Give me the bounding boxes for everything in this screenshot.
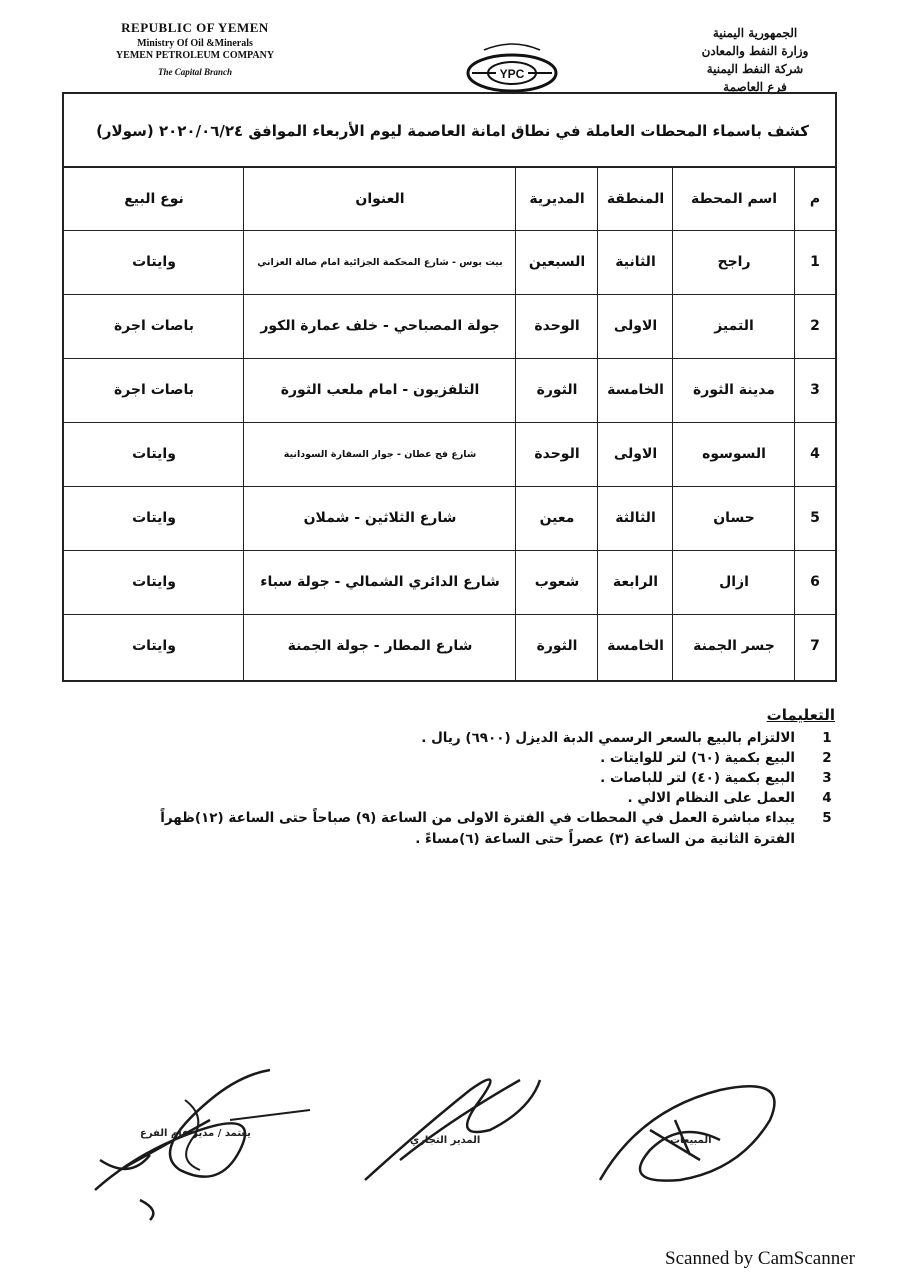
cell-num: 7 [810, 638, 820, 654]
table-row [64, 358, 835, 423]
signature-label-commercial-manager: المدير التجاري [410, 1135, 481, 1146]
cell-district: معين [539, 510, 575, 526]
header-ar-ministry: وزارة النفط والمعادن [701, 44, 809, 58]
cell-zone: الخامسة [607, 638, 664, 654]
logo-text: YPC [499, 67, 525, 81]
stations-table-frame [62, 92, 837, 682]
header-address: العنوان [355, 191, 405, 207]
table-row [64, 550, 835, 615]
table-row [64, 230, 835, 295]
cell-num: 2 [810, 318, 820, 334]
cell-sale-type: وايتات [132, 254, 176, 270]
instruction-item: 4 العمل على النظام الالي . [627, 790, 832, 806]
header-english-block [95, 20, 295, 77]
header-zone: المنطقة [606, 191, 665, 207]
cell-address: شارع فج عطان - جوار السفارة السودانية [283, 448, 477, 460]
signature-label-branch-manager: يعتمد / مدير عام الفرع [140, 1128, 251, 1139]
instruction-item: 2 البيع بكمية (٦٠) لتر للوايتات . [600, 750, 832, 766]
instruction-item: 3 البيع بكمية (٤٠) لتر للباصات . [600, 770, 832, 786]
table-row [64, 294, 835, 359]
cell-station: حسان [713, 510, 755, 526]
cell-address: جولة المصباحي - خلف عمارة الكور [260, 318, 500, 334]
table-row [64, 614, 835, 678]
cell-sale-type: وايتات [132, 510, 176, 526]
header-district: المديرية [529, 191, 585, 207]
cell-sale-type: باصات اجرة [113, 318, 195, 334]
cell-num: 6 [810, 574, 820, 590]
header-ar-country: الجمهورية اليمنية [712, 26, 798, 40]
cell-zone: الاولى [613, 318, 658, 334]
cell-num: 3 [810, 382, 820, 398]
cell-zone: الخامسة [607, 382, 664, 398]
stations-table [64, 166, 835, 680]
cell-district: الوحدة [534, 446, 580, 462]
header-ar-company: شركة النفط اليمنية [706, 62, 804, 76]
cell-num: 4 [810, 446, 820, 462]
cell-address: بيت بوس - شارع المحكمة الجزائية امام صالة العزاني [257, 256, 503, 268]
cell-num: 5 [810, 510, 820, 526]
header-num: م [809, 191, 821, 207]
ypc-logo [462, 40, 562, 100]
cell-address: شارع الثلاثين - شملان [303, 510, 457, 526]
cell-station: مدينة الثورة [693, 382, 775, 398]
cell-district: شعوب [534, 574, 580, 590]
cell-zone: الاولى [613, 446, 658, 462]
instructions-heading: التعليمات [766, 706, 835, 724]
cell-zone: الثالثة [615, 510, 656, 526]
header-company: YEMEN PETROLEUM COMPANY [115, 50, 275, 61]
header-arabic-block [675, 24, 835, 96]
signature-label-sales: المبيعات [670, 1135, 712, 1146]
cell-sale-type: باصات اجرة [113, 382, 195, 398]
table-column-divider [794, 166, 795, 680]
document-title: كشف باسماء المحطات العاملة في نطاق امانة العاصمة ليوم الأربعاء الموافق ٢٠٢٠/٠٦/٢٤ (سولار) [96, 122, 809, 140]
cell-address: التلفزيون - امام ملعب الثورة [280, 382, 480, 398]
table-column-divider [515, 166, 516, 680]
cell-sale-type: وايتات [132, 638, 176, 654]
cell-address: شارع الدائري الشمالي - جولة سباء [260, 574, 500, 590]
cell-station: ازال [719, 574, 749, 590]
cell-zone: الرابعة [612, 574, 659, 590]
cell-district: الوحدة [534, 318, 580, 334]
scanner-watermark: Scanned by CamScanner [665, 1248, 855, 1269]
header-branch: The Capital Branch [157, 67, 232, 77]
cell-address: شارع المطار - جولة الجمنة [287, 638, 473, 654]
header-station: اسم المحطة [690, 191, 778, 207]
cell-sale-type: وايتات [132, 574, 176, 590]
cell-num: 1 [810, 254, 820, 270]
cell-station: جسر الجمنة [693, 638, 775, 654]
cell-zone: الثانية [615, 254, 656, 270]
cell-district: السبعين [528, 254, 586, 270]
table-column-divider [243, 166, 244, 680]
instructions-section [115, 705, 835, 850]
cell-station: السوسوه [702, 446, 766, 462]
instruction-item: 1 الالتزام بالبيع بالسعر الرسمي الدبة الديزل (٦٩٠٠) ريال . [421, 730, 832, 746]
cell-district: الثورة [536, 382, 578, 398]
signatures-area [0, 1040, 905, 1240]
table-header-row [64, 168, 835, 231]
header-ministry: Ministry Of Oil &Minerals [137, 38, 253, 49]
table-row [64, 486, 835, 551]
header-country: REPUBLIC OF YEMEN [121, 20, 269, 35]
table-column-divider [672, 166, 673, 680]
table-row [64, 422, 835, 487]
header-ar-branch: فرع العاصمة [723, 80, 787, 94]
cell-district: الثورة [536, 638, 578, 654]
table-column-divider [597, 166, 598, 680]
instruction-item: 5 يبداء مباشرة العمل في المحطات في الفترة الاولى من الساعة (٩) صباحاً حتى الساعة (١٢)ظهراً الفترة الثانية من الساعة (٣) عصراً حتى الساعة (٦)مساءً . [160, 810, 832, 847]
header-sale-type: نوع البيع [124, 191, 184, 207]
cell-sale-type: وايتات [132, 446, 176, 462]
cell-station: التميز [714, 318, 754, 334]
cell-station: راجح [717, 254, 751, 270]
